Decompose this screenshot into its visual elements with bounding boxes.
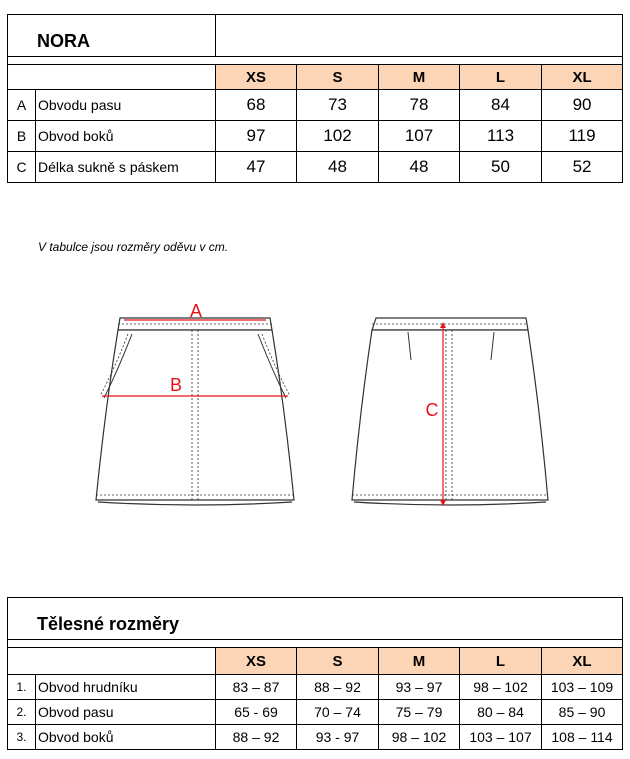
value-cell: 93 - 97	[297, 725, 379, 750]
spacer-row	[8, 640, 623, 648]
row-index: 2.	[8, 700, 36, 725]
label-a: A	[189, 301, 203, 321]
value-cell: 80 – 84	[460, 700, 542, 725]
value-cell: 107	[379, 121, 460, 152]
table-row	[8, 700, 623, 725]
size-header-xs: XS	[216, 648, 297, 675]
size-header-l: L	[460, 65, 542, 90]
table-row	[8, 121, 623, 152]
value-cell: 108 – 114	[542, 725, 623, 750]
value-cell: 78	[379, 90, 460, 121]
size-header-xs: XS	[216, 65, 297, 90]
table-row	[8, 725, 623, 750]
table-row	[8, 90, 623, 121]
title-blank-cell	[216, 15, 623, 57]
value-cell: 102	[297, 121, 379, 152]
units-note: V tabulce jsou rozměry oděvu v cm.	[38, 240, 229, 254]
value-cell: 70 – 74	[297, 700, 379, 725]
row-label: Obvod pasu	[36, 700, 216, 725]
value-cell: 73	[297, 90, 379, 121]
header-blank-cell	[8, 648, 216, 675]
value-cell: 68	[216, 90, 297, 121]
label-c: C	[425, 400, 439, 420]
spacer-row	[8, 57, 623, 65]
row-index: C	[8, 152, 36, 183]
row-label: Obvod boků	[36, 121, 216, 152]
value-cell: 75 – 79	[379, 700, 460, 725]
value-cell: 90	[542, 90, 623, 121]
value-cell: 88 – 92	[297, 675, 379, 700]
value-cell: 103 – 107	[460, 725, 542, 750]
row-label: Obvod boků	[36, 725, 216, 750]
size-header-xl: XL	[542, 65, 623, 90]
size-header-m: M	[379, 65, 460, 90]
back-skirt-drawing	[352, 318, 548, 505]
body-table-title: Tělesné rozměry	[8, 598, 623, 640]
garment-table-title: NORA	[8, 15, 216, 57]
garment-size-table	[7, 14, 623, 183]
row-index: 1.	[8, 675, 36, 700]
size-header-xl: XL	[542, 648, 623, 675]
row-index: A	[8, 90, 36, 121]
value-cell: 65 - 69	[216, 700, 297, 725]
label-b: B	[169, 375, 183, 395]
value-cell: 47	[216, 152, 297, 183]
skirt-diagram	[0, 290, 630, 520]
row-index: B	[8, 121, 36, 152]
row-index: 3.	[8, 725, 36, 750]
value-cell: 98 – 102	[379, 725, 460, 750]
row-label: Délka sukně s páskem	[36, 152, 216, 183]
value-cell: 52	[542, 152, 623, 183]
header-blank-cell	[8, 65, 216, 90]
row-label: Obvod hrudníku	[36, 675, 216, 700]
value-cell: 98 – 102	[460, 675, 542, 700]
size-header-s: S	[297, 65, 379, 90]
value-cell: 113	[460, 121, 542, 152]
value-cell: 48	[379, 152, 460, 183]
value-cell: 48	[297, 152, 379, 183]
body-size-table	[7, 597, 623, 750]
value-cell: 88 – 92	[216, 725, 297, 750]
value-cell: 103 – 109	[542, 675, 623, 700]
value-cell: 50	[460, 152, 542, 183]
value-cell: 97	[216, 121, 297, 152]
value-cell: 119	[542, 121, 623, 152]
front-skirt-drawing	[96, 318, 294, 505]
table-row	[8, 152, 623, 183]
row-label: Obvodu pasu	[36, 90, 216, 121]
value-cell: 85 – 90	[542, 700, 623, 725]
table-row	[8, 675, 623, 700]
size-header-m: M	[379, 648, 460, 675]
value-cell: 93 – 97	[379, 675, 460, 700]
value-cell: 83 – 87	[216, 675, 297, 700]
size-header-s: S	[297, 648, 379, 675]
value-cell: 84	[460, 90, 542, 121]
size-header-l: L	[460, 648, 542, 675]
